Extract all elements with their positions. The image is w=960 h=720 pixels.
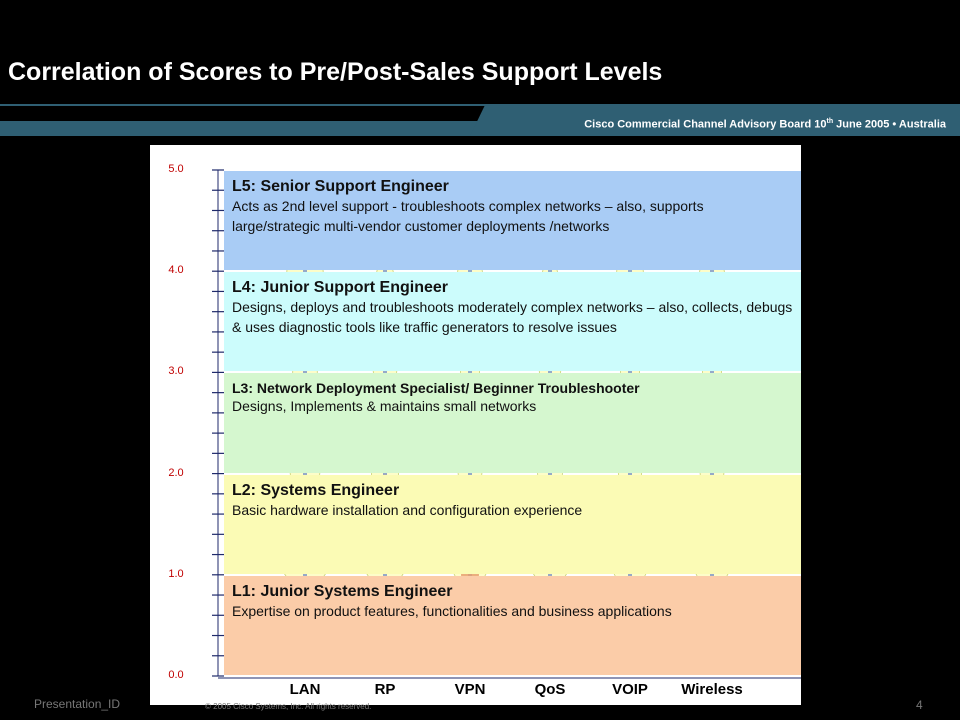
level-box-l1 bbox=[224, 576, 801, 675]
band-caption-sup: th bbox=[826, 118, 834, 125]
level-box-l5 bbox=[224, 171, 801, 270]
level-description: Designs, deploys and troubleshoots moderately complex networks – also, collects, debugs & uses diagnostic tools like traffic generators to resolve issues bbox=[232, 299, 793, 336]
page-number: 4 bbox=[916, 698, 923, 712]
y-tick-label: 0.0 bbox=[168, 669, 184, 681]
level-box-l3 bbox=[224, 373, 801, 472]
x-label-qos: QoS bbox=[534, 681, 566, 698]
x-label-voip: VOIP bbox=[612, 681, 648, 698]
y-tick-label: 4.0 bbox=[168, 264, 184, 277]
copyright-notice: © 2005 Cisco Systems, Inc. All rights reserved. bbox=[205, 702, 372, 711]
level-description: Expertise on product features, functionalities and business applications bbox=[232, 602, 672, 619]
level-title: L1: Junior Systems Engineer bbox=[232, 582, 453, 600]
level-title: L5: Senior Support Engineer bbox=[232, 178, 449, 195]
band-caption-suffix: June 2005 • Australia bbox=[833, 118, 946, 131]
y-tick-label: 5.0 bbox=[168, 163, 184, 175]
y-tick-label: 1.0 bbox=[168, 567, 184, 580]
y-tick-label: 3.0 bbox=[168, 365, 184, 378]
x-label-wireless: Wireless bbox=[681, 681, 743, 698]
level-box-l2 bbox=[224, 475, 801, 574]
x-label-vpn: VPN bbox=[454, 681, 486, 698]
band-caption-prefix: Cisco Commercial Channel Advisory Board 10 bbox=[584, 118, 827, 131]
level-title: L4: Junior Support Engineer bbox=[232, 279, 449, 297]
level-box-l4 bbox=[224, 272, 801, 371]
x-axis-labels bbox=[150, 681, 801, 701]
x-label-lan: LAN bbox=[289, 681, 321, 698]
presentation-id: Presentation_ID bbox=[34, 697, 121, 711]
level-description: Designs, Implements & maintains small networks bbox=[232, 398, 537, 415]
level-description: Acts as 2nd level support - troubleshoots complex networks – also, supports large/strategic multi-vendor customer deployments /networks bbox=[232, 198, 704, 234]
level-title: L3: Network Deployment Specialist/ Beginner Troubleshooter bbox=[232, 380, 640, 397]
y-tick-label: 2.0 bbox=[168, 466, 184, 479]
x-label-rp: RP bbox=[374, 681, 396, 698]
level-title: L2: Systems Engineer bbox=[232, 481, 400, 499]
level-description: Basic hardware installation and configuration experience bbox=[232, 501, 583, 518]
slide-title: Correlation of Scores to Pre/Post-Sales Support Levels bbox=[8, 58, 663, 86]
